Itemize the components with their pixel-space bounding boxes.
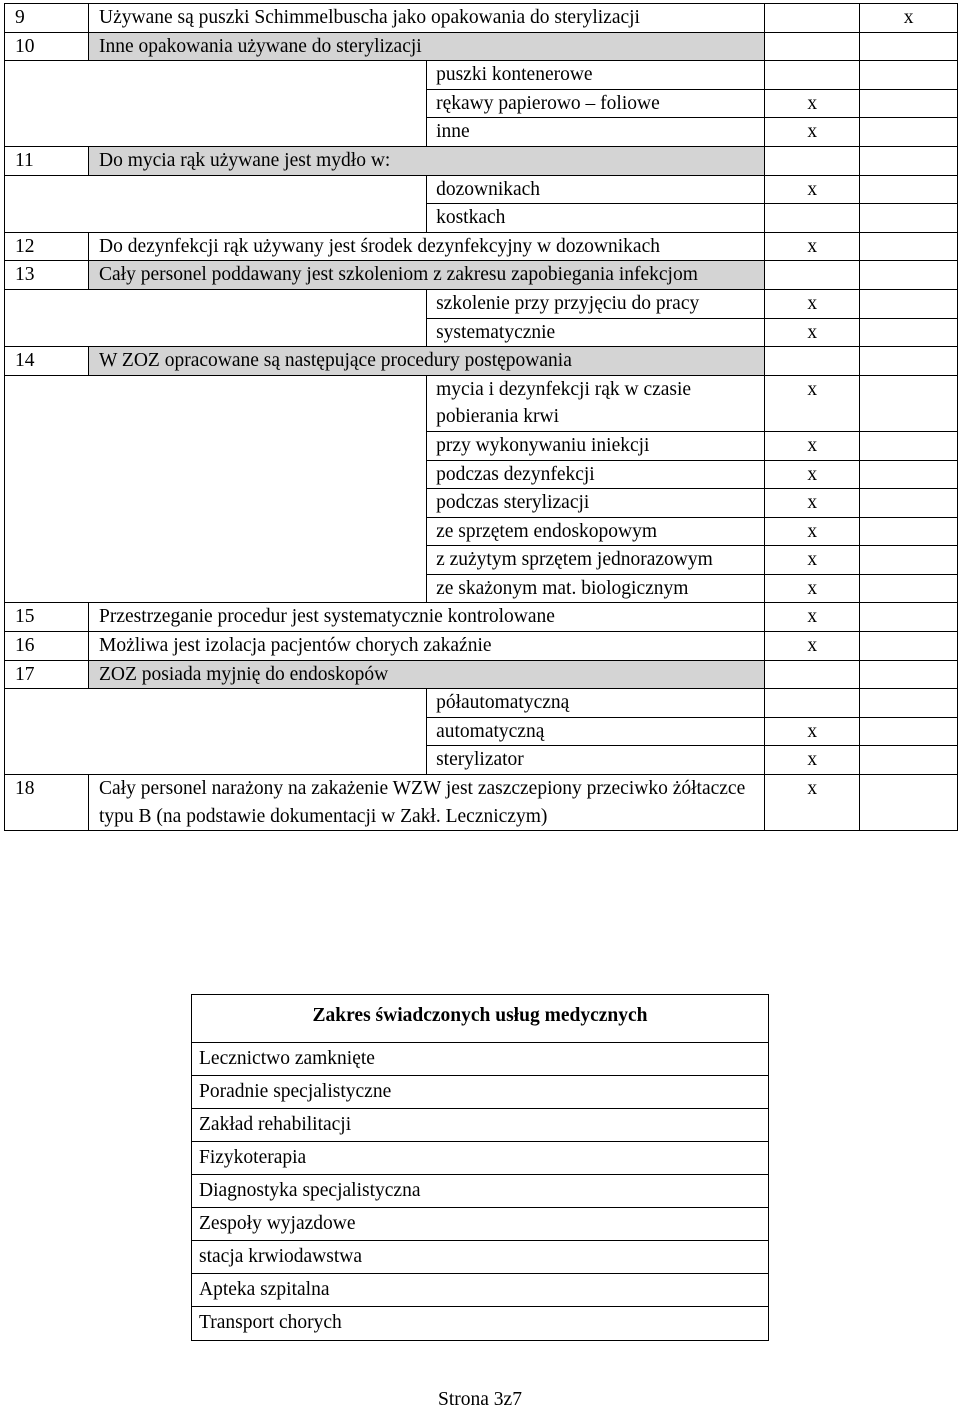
- answer-mark-2: [860, 746, 958, 775]
- option-indent-cell: [5, 289, 427, 346]
- answer-mark-1: [765, 61, 860, 90]
- services-title: Zakres świadczonych usług medycznych: [312, 1005, 648, 1026]
- option-label: rękawy papierowo – foliowe: [427, 89, 765, 118]
- answer-mark-2: [860, 717, 958, 746]
- answer-mark-1: x: [765, 89, 860, 118]
- option-label: z zużytym sprzętem jednorazowym: [427, 546, 765, 575]
- question-text: Przestrzeganie procedur jest systematycznie kontrolowane: [89, 603, 765, 632]
- answer-mark-1: x: [765, 603, 860, 632]
- answer-mark-1: x: [765, 318, 860, 347]
- question-row: [5, 775, 958, 831]
- question-text: Możliwa jest izolacja pacjentów chorych zakaźnie: [89, 632, 765, 661]
- service-item: Zespoły wyjazdowe: [192, 1207, 768, 1240]
- answer-mark-2: [860, 89, 958, 118]
- answer-mark-1: x: [765, 746, 860, 775]
- answer-mark-2: [860, 632, 958, 661]
- option-row: [5, 61, 958, 90]
- answer-mark-2: [860, 204, 958, 233]
- answer-cell-1: [765, 146, 860, 175]
- question-row: [5, 660, 958, 689]
- answer-mark-2: [860, 460, 958, 489]
- question-number: 17: [5, 660, 89, 689]
- answer-mark-2: [860, 61, 958, 90]
- option-label: przy wykonywaniu iniekcji: [427, 431, 765, 460]
- question-number: 18: [5, 775, 89, 831]
- option-indent-cell: [5, 689, 427, 775]
- service-item: Zakład rehabilitacji: [192, 1108, 768, 1141]
- option-indent-cell: [5, 175, 427, 232]
- answer-cell-1: [765, 32, 860, 61]
- question-text: Cały personel poddawany jest szkoleniom z zakresu zapobiegania infekcjom: [89, 261, 765, 290]
- answer-mark-2: [860, 289, 958, 318]
- option-label: ze sprzętem endoskopowym: [427, 517, 765, 546]
- question-number: 15: [5, 603, 89, 632]
- answer-mark-2: [860, 175, 958, 204]
- answer-mark-2: [860, 517, 958, 546]
- option-label: sterylizator: [427, 746, 765, 775]
- page-number: Strona 3z7: [438, 1389, 522, 1410]
- service-item: Poradnie specjalistyczne: [192, 1075, 768, 1108]
- answer-cell-2: [860, 347, 958, 376]
- answer-mark-2: [860, 431, 958, 460]
- option-label: podczas sterylizacji: [427, 489, 765, 518]
- answer-mark-2: [860, 318, 958, 347]
- question-number: 12: [5, 232, 89, 261]
- option-label: ze skażonym mat. biologicznym: [427, 574, 765, 603]
- option-label: inne: [427, 118, 765, 147]
- answer-cell-1: [765, 660, 860, 689]
- answer-cell-2: [860, 146, 958, 175]
- answer-cell-2: [860, 32, 958, 61]
- question-text: ZOZ posiada myjnię do endoskopów: [89, 660, 765, 689]
- survey-table: [4, 3, 958, 831]
- answer-mark-1: x: [765, 546, 860, 575]
- answer-mark-1: x: [765, 232, 860, 261]
- question-text: Cały personel narażony na zakażenie WZW jest zaszczepiony przeciwko żółtaczce typu B (na podstawie dokumentacji w Zakł. Leczniczym): [89, 775, 765, 831]
- service-item: Apteka szpitalna: [192, 1273, 768, 1306]
- answer-mark-1: x: [765, 517, 860, 546]
- service-item: Lecznictwo zamknięte: [192, 1042, 768, 1075]
- answer-mark-1: x: [765, 431, 860, 460]
- service-item: stacja krwiodawstwa: [192, 1240, 768, 1273]
- answer-cell-1: [765, 347, 860, 376]
- option-label: systematycznie: [427, 318, 765, 347]
- question-row: [5, 232, 958, 261]
- answer-mark-2: x: [860, 4, 958, 33]
- option-indent-cell: [5, 61, 427, 147]
- question-text: Inne opakowania używane do sterylizacji: [89, 32, 765, 61]
- answer-cell-2: [860, 660, 958, 689]
- question-row: [5, 347, 958, 376]
- question-number: 10: [5, 32, 89, 61]
- answer-mark-2: [860, 489, 958, 518]
- question-number: 16: [5, 632, 89, 661]
- service-item: Transport chorych: [192, 1306, 768, 1339]
- question-number: 9: [5, 4, 89, 33]
- question-row: [5, 261, 958, 290]
- option-label: automatyczną: [427, 717, 765, 746]
- answer-mark-1: x: [765, 489, 860, 518]
- question-row: [5, 146, 958, 175]
- question-text: Używane są puszki Schimmelbuscha jako opakowania do sterylizacji: [89, 4, 765, 33]
- services-list: [192, 1042, 768, 1340]
- option-row: [5, 175, 958, 204]
- question-row: [5, 32, 958, 61]
- answer-cell-1: [765, 261, 860, 290]
- answer-mark-2: [860, 232, 958, 261]
- option-label: półautomatyczną: [427, 689, 765, 718]
- question-row: [5, 4, 958, 33]
- question-text: Do dezynfekcji rąk używany jest środek dezynfekcyjny w dozownikach: [89, 232, 765, 261]
- answer-mark-1: x: [765, 717, 860, 746]
- question-number: 13: [5, 261, 89, 290]
- option-row: [5, 375, 958, 431]
- question-text: Do mycia rąk używane jest mydło w:: [89, 146, 765, 175]
- answer-mark-1: x: [765, 775, 860, 831]
- option-label: podczas dezynfekcji: [427, 460, 765, 489]
- answer-mark-2: [860, 775, 958, 831]
- option-indent-cell: [5, 375, 427, 603]
- answer-mark-2: [860, 546, 958, 575]
- service-item: Diagnostyka specjalistyczna: [192, 1174, 768, 1207]
- answer-mark-1: x: [765, 118, 860, 147]
- question-number: 11: [5, 146, 89, 175]
- option-row: [5, 689, 958, 718]
- question-row: [5, 603, 958, 632]
- answer-mark-1: [765, 689, 860, 718]
- answer-mark-1: x: [765, 289, 860, 318]
- question-text: W ZOZ opracowane są następujące procedury postępowania: [89, 347, 765, 376]
- answer-mark-2: [860, 603, 958, 632]
- question-number: 14: [5, 347, 89, 376]
- option-label: szkolenie przy przyjęciu do pracy: [427, 289, 765, 318]
- answer-mark-1: x: [765, 175, 860, 204]
- option-label: mycia i dezynfekcji rąk w czasie pobierania krwi: [427, 375, 765, 431]
- answer-mark-2: [860, 574, 958, 603]
- option-label: kostkach: [427, 204, 765, 233]
- answer-mark-1: [765, 204, 860, 233]
- question-row: [5, 632, 958, 661]
- answer-mark-1: [765, 4, 860, 33]
- answer-mark-1: x: [765, 460, 860, 489]
- option-label: puszki kontenerowe: [427, 61, 765, 90]
- services-box: [191, 994, 769, 1341]
- answer-mark-1: x: [765, 632, 860, 661]
- answer-mark-2: [860, 118, 958, 147]
- option-label: dozownikach: [427, 175, 765, 204]
- answer-mark-2: [860, 375, 958, 431]
- option-row: [5, 289, 958, 318]
- answer-cell-2: [860, 261, 958, 290]
- service-item: Fizykoterapia: [192, 1141, 768, 1174]
- answer-mark-1: x: [765, 375, 860, 431]
- answer-mark-2: [860, 689, 958, 718]
- answer-mark-1: x: [765, 574, 860, 603]
